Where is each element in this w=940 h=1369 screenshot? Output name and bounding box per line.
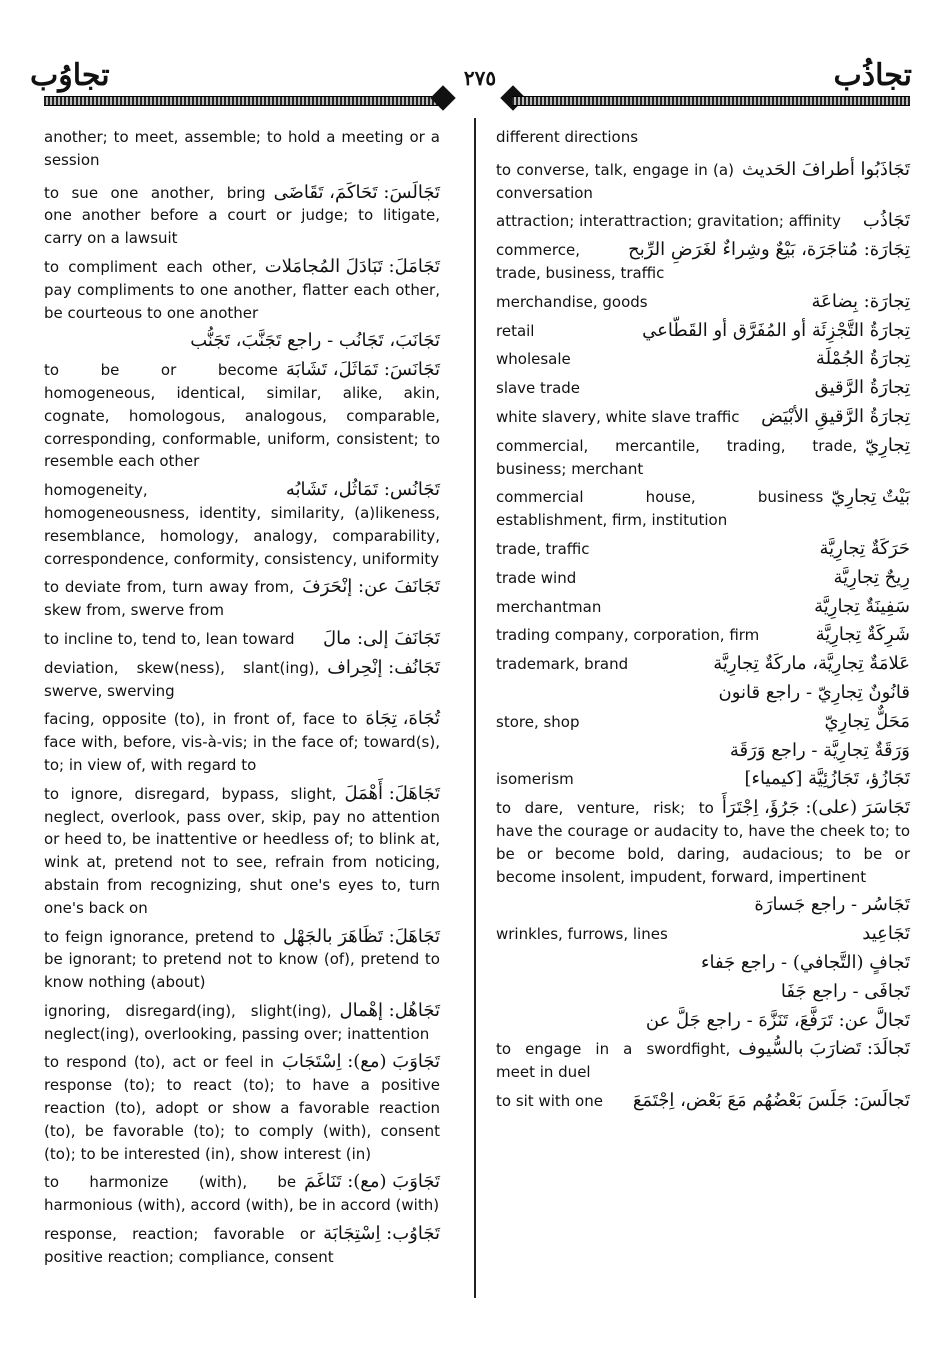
english-definition: to converse, talk, engage in (a) conversation	[496, 160, 734, 202]
english-definition: to dare, venture, risk; to have the courage or audacity to, have the cheek to; to be or become bold, daring, audacious; to be or become insolent, impudent, forward, impertinent	[496, 799, 910, 886]
english-definition: isomerism	[496, 770, 574, 789]
dictionary-entry	[44, 182, 440, 250]
english-definition: to compliment each other, pay compliments to one another, flatter each other, be courteous to one another	[44, 257, 440, 322]
arabic-headword: تَجَالَسَ: تَحَاكَمَ، تَقَاضَى	[273, 181, 440, 203]
right-column	[496, 126, 910, 1119]
english-definition: attraction; interattraction; gravitation; affinity	[496, 212, 841, 231]
dictionary-entry	[496, 740, 910, 763]
arabic-headword: تَجَاسُر - راجع جَسارَة	[754, 894, 910, 916]
english-definition: to be or become homogeneous, identical, similar, alike, akin, cognate, homologous, analogous, comparable, corresponding, conformable, uniform, consistent; to resemble each other	[44, 361, 440, 471]
english-definition: wholesale	[496, 350, 571, 369]
english-definition: trade wind	[496, 568, 577, 587]
english-definition: deviation, skew(ness), slant(ing), swerve, swerving	[44, 658, 320, 700]
arabic-headword: تَجالَسَ: جَلَسَ بَعْضُهُم مَعَ بَعْض، اِجْتَمَعَ	[632, 1089, 910, 1111]
dictionary-entry	[496, 239, 910, 285]
arabic-headword: تِجارَة: بِضاعَة	[811, 290, 910, 312]
arabic-headword: تَجَانَسَ: تَمَاثَلَ، تَشَابَهَ	[285, 359, 440, 381]
english-definition: wrinkles, furrows, lines	[496, 925, 668, 944]
arabic-headword: تَجالَّ عن: تَرَفَّعَ، تَنَزَّهَ - راجع جَلَّ عن	[645, 1009, 910, 1031]
arabic-headword: شَرِكَةٌ تِجارِيَّة	[815, 624, 910, 646]
english-definition: slave trade	[496, 379, 581, 398]
arabic-headword: تَجَاهَلَ: أَهْمَلَ	[344, 782, 440, 804]
arabic-headword: تَجَاذُب	[862, 210, 910, 232]
dictionary-entry	[496, 567, 910, 590]
dictionary-entry	[44, 330, 440, 353]
dictionary-entry	[496, 624, 910, 647]
english-definition: commercial, mercantile, trading, trade, business; merchant	[496, 436, 858, 478]
header-rule-right	[512, 96, 910, 106]
english-definition: to deviate from, turn away from, skew from, swerve from	[44, 578, 295, 620]
dictionary-entry	[496, 320, 910, 343]
dictionary-entry	[496, 981, 910, 1004]
english-definition: homogeneity, homogeneousness, identity, similarity, (a)likeness, resemblance, homology, analogy, comparability, correspondence, conformity, consistency, uniformity	[44, 481, 440, 568]
dictionary-entry	[496, 711, 910, 734]
arabic-headword: تَجَانُف: إنْحِراف	[327, 656, 440, 678]
arabic-headword: مَحَلٌّ تِجارِيّ	[824, 710, 910, 732]
dictionary-entry	[496, 406, 910, 429]
arabic-headword: تَجَازُؤ، تَجَازُئِيَّة [كيمياء]	[744, 768, 910, 790]
english-definition: trading company, corporation, firm	[496, 626, 760, 645]
arabic-headword: تِجارَةُ الجُمْلَة	[815, 348, 910, 370]
dictionary-entry	[44, 783, 440, 920]
dictionary-entry	[44, 479, 440, 570]
arabic-headword: تَجَاوَبَ (مع): تَنَاغَمَ	[304, 1171, 440, 1193]
dictionary-entry	[496, 952, 910, 975]
dictionary-entry	[44, 359, 440, 473]
running-headword-right: تجاذُب	[833, 58, 912, 93]
arabic-headword: تَجالَدَ: تَضارَبَ بالسُّيوف	[738, 1038, 910, 1060]
dictionary-entry	[496, 596, 910, 619]
dictionary-entry	[44, 1171, 440, 1217]
dictionary-entry	[496, 291, 910, 314]
arabic-headword: تُجَاهَ، تِجَاهَ	[365, 708, 440, 730]
english-definition: to feign ignorance, pretend to be ignorant; to pretend not to know (of), pretend to know nothing (about)	[44, 927, 440, 992]
dictionary-entry	[496, 797, 910, 888]
arabic-headword: رِيحٌ تِجارِيَّة	[833, 566, 910, 588]
arabic-headword: تَجَاسَرَ (على): جَرُؤَ، اِجْتَرَأَ	[721, 797, 910, 819]
dictionary-entry	[496, 768, 910, 791]
dictionary-entry	[496, 210, 910, 233]
arabic-headword: تَجَاوُب: اِسْتِجَابَة	[323, 1223, 440, 1245]
arabic-headword: عَلامَةٌ تِجارِيَّة، ماركَةٌ تِجارِيَّة	[713, 653, 910, 675]
arabic-headword: وَرَقَةٌ تِجارِيَّة - راجع وَرَقَة	[729, 739, 910, 761]
english-definition: retail	[496, 321, 535, 340]
dictionary-entry	[44, 256, 440, 324]
dictionary-entry	[44, 708, 440, 776]
arabic-headword: تَجَانَفَ إلى: مالَ	[323, 627, 440, 649]
arabic-headword: تِجارَةُ الرَّقيقِ الأبْيَض	[761, 405, 910, 427]
dictionary-entry	[496, 348, 910, 371]
arabic-headword: تِجارِيّ	[865, 434, 910, 456]
english-definition: facing, opposite (to), in front of, face to face with, before, vis-à-vis; in the face of; toward(s), to; in view of, with regard to	[44, 710, 440, 774]
column-divider	[474, 118, 476, 1298]
arabic-headword: تِجارَةُ الرَّقيق	[814, 377, 910, 399]
arabic-headword: تَجَاعِيد	[862, 923, 910, 945]
english-definition: commerce, trade, business, traffic	[496, 241, 665, 282]
arabic-headword: تَجافٍ (التَّجافي) - راجع جَفاء	[701, 951, 910, 973]
arabic-headword: بَيْتٌ تِجارِيّ	[831, 486, 910, 508]
dictionary-entry	[44, 576, 440, 622]
running-headword-left: تجاوُب	[30, 58, 110, 93]
dictionary-entry	[496, 1038, 910, 1084]
english-definition: response, reaction; favorable or positive reaction; compliance, consent	[44, 1225, 334, 1266]
english-definition: to sit with one	[496, 1091, 603, 1110]
english-definition: to sue one another, bring one another before a court or judge; to litigate, carry on a lawsuit	[44, 183, 440, 248]
dictionary-entry	[44, 926, 440, 994]
arabic-headword: تِجارَةُ التَّجْزِئَة أو المُفَرَّق أو القَطّاعي	[642, 319, 910, 341]
dictionary-entry	[496, 435, 910, 481]
header-rule-left	[44, 96, 442, 106]
english-definition: trade, traffic	[496, 539, 590, 558]
english-definition: to harmonize (with), be harmonious (with), accord (with), be in accord (with)	[44, 1173, 440, 1215]
arabic-headword: حَرَكَةٌ تِجارِيَّة	[819, 537, 910, 559]
dictionary-entry	[496, 682, 910, 705]
english-definition: trademark, brand	[496, 655, 629, 674]
english-definition: to ignore, disregard, bypass, slight, neglect, overlook, pass over, skip, pay no attention or heed to, be inattentive or heedless of; to blink at, wink at, pretend not to see, refrain from noticing, abstain from recognizing, shut one's eyes to, turn one's back on	[44, 784, 440, 917]
english-definition: merchantman	[496, 597, 602, 616]
dictionary-entry	[496, 923, 910, 946]
dictionary-entry	[44, 628, 440, 651]
english-definition: to engage in a swordfight, meet in duel	[496, 1040, 731, 1082]
arabic-headword: تَجافَى - راجع جَفَا	[780, 980, 910, 1002]
dictionary-entry	[496, 894, 910, 917]
dictionary-entry	[496, 486, 910, 532]
arabic-headword: تَجَاوَبَ (مع): اِسْتَجَابَ	[281, 1051, 440, 1073]
dictionary-entry	[496, 653, 910, 676]
dictionary-entry	[496, 538, 910, 561]
dictionary-entry	[496, 159, 910, 205]
page-number: ٢٧٥	[463, 66, 497, 90]
arabic-headword: تَجَانَفَ عن: إنْحَرَفَ	[302, 576, 440, 598]
english-definition: merchandise, goods	[496, 292, 648, 311]
arabic-headword: تَجَاذَبُوا أطرافَ الحَديث	[741, 158, 910, 180]
continuation-text: different directions	[496, 128, 639, 146]
english-definition: to incline to, tend to, lean toward	[44, 629, 295, 648]
arabic-headword: سَفِينَةٌ تِجارِيَّة	[814, 595, 910, 617]
english-definition: ignoring, disregard(ing), slight(ing), neglect(ing), overlooking, passing over; inattention	[44, 1001, 430, 1043]
dictionary-entry	[44, 1000, 440, 1046]
arabic-headword: تَجَامَلَ: تَبَادَلَ المُجامَلات	[264, 255, 440, 277]
dictionary-entry	[496, 377, 910, 400]
arabic-headword: تَجَانُس: تَمَاثُل، تَشَابُه	[285, 479, 440, 501]
dictionary-entry	[496, 1090, 910, 1113]
dictionary-entry	[44, 657, 440, 703]
dictionary-entry	[44, 1051, 440, 1165]
english-definition: to respond (to), act or feel in response (to); to react (to); to have a positive reaction (to), adopt or show a favorable reaction (to), be favorable (to); to comply (with), consent (to); to be interested (in), show interest (in)	[44, 1053, 440, 1163]
arabic-headword: تَجَاهُل: إهْمال	[339, 999, 440, 1021]
arabic-headword: تِجَارَة: مُتاجَرَة، بَيْعٌ وشِراءٌ لغَرَضِ الرِّبح	[628, 239, 910, 261]
arabic-headword: قانُونٌ تِجارِيّ - راجع قانون	[718, 681, 910, 703]
english-definition: white slavery, white slave traffic	[496, 407, 740, 426]
english-definition: commercial house, business establishment, firm, institution	[496, 488, 824, 530]
left-column	[44, 126, 440, 1275]
continuation-text: another; to meet, assemble; to hold a meeting or a session	[44, 128, 440, 169]
dictionary-entry	[44, 1223, 440, 1269]
arabic-headword: تَجَاهَلَ: تَظَاهَرَ بالجَهْل	[283, 925, 440, 947]
english-definition: store, shop	[496, 712, 580, 731]
dictionary-entry	[496, 1010, 910, 1033]
arabic-headword: تَجَانَبَ، تَجَانُب - راجع تَجَنَّبَ، تَجَنُّب	[190, 330, 440, 352]
